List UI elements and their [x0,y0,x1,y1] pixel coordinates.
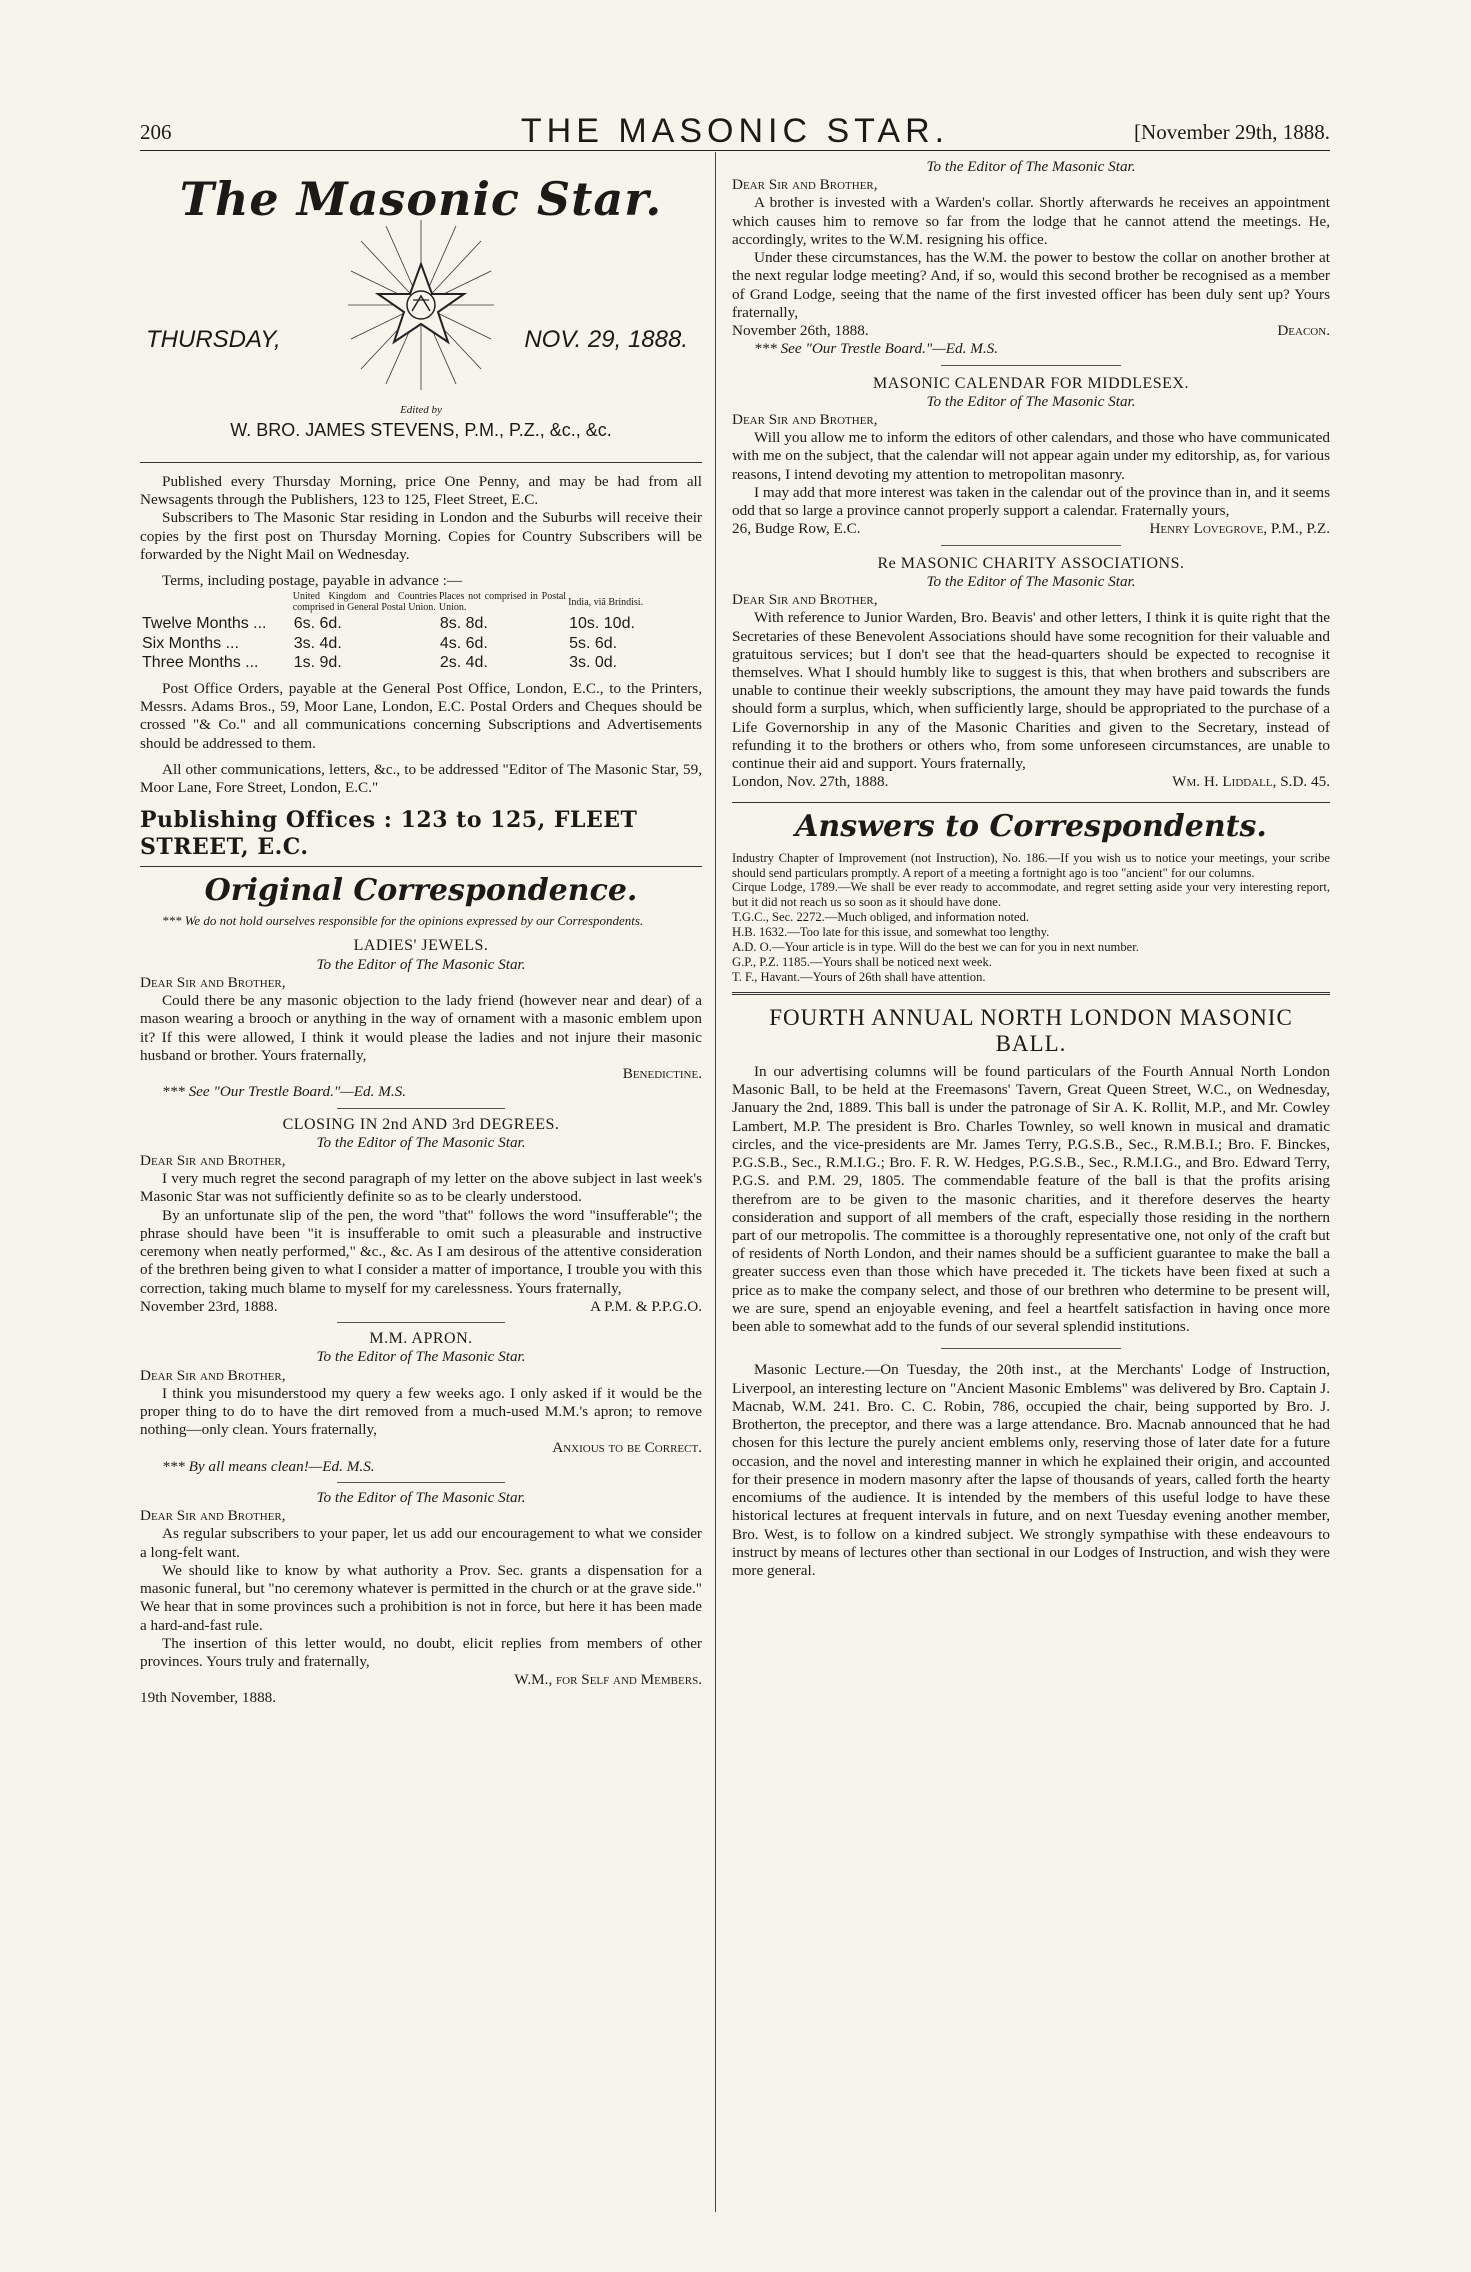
letter-to: To the Editor of The Masonic Star. [926,572,1136,590]
divider [140,866,702,867]
divider [140,462,702,463]
letter-title: LADIES' JEWELS. [353,937,489,955]
letter-body: I very much regret the second paragraph of my letter on the above subject in last week's Masonic Star was not sufficiently definite so as to be clearly understood. [140,1170,702,1206]
letter-body: Will you allow me to inform the editors of other calendars, and those who have communicated with me on the subject, that the calendar will not appear again under my editorship, as, for various reasons, I intend devoting my attention to metropolitan masonry. [732,429,1330,483]
letter-body: Could there be any masonic objection to the lady friend (however near and dear) of a mason wearing a brooch or anything in the way of ornament with a masonic emblem upon it? If this were allowed, I think it would please the ladies and not injure their masonic husband or brother. Yours fraternally, [140,992,702,1064]
letter-footer [732,773,1330,791]
head-rule [140,150,1330,151]
divider [732,992,1330,995]
answer-item: G.P., P.Z. 1185.—Yours shall be noticed next week. [732,954,992,969]
terms-table [140,590,702,672]
divider [337,1482,506,1483]
letter-signature: A P.M. & P.P.G.O. [590,1297,702,1315]
letter-signature: Wm. H. Liddall, S.D. 45. [1172,773,1330,791]
letter-date: November 23rd, 1888. [140,1297,278,1315]
running-title: THE MASONIC STAR. [520,112,950,150]
terms-value: 10s. 10d. [569,615,635,633]
terms-value: 1s. 9d. [293,653,342,671]
terms-row [140,653,702,672]
masthead-date: NOV. 29, 1888. [524,326,688,353]
divider [941,365,1120,366]
letter-to: To the Editor of The Masonic Star. [316,1488,526,1506]
ball-title: FOURTH ANNUAL NORTH LONDON MASONIC BALL. [769,1005,1293,1057]
column-rule [715,152,716,2212]
letter-body: A brother is invested with a Warden's collar. Shortly afterwards he receives an appointment which causes him to remove so far from the lodge that he cannot attend the meetings. He, accordingly, writes to the W.M. resigning his office. [732,194,1330,248]
editor-note: *** By all means clean!—Ed. M.S. [162,1457,375,1475]
letter-salutation: Dear Sir and Brother, [732,176,878,194]
ball-body: In our advertising columns will be found particulars of the Fourth Annual North London Masonic Ball, to be held at the Freemasons' Tavern, Great Queen Street, W.C., on Wednesday, January the 2nd, 1889. This ball is under the patronage of Sir A. K. Rollit, M.P., and Mr. Cowley Lambert, M.P. The president is Bro. Charles Townley, so well known in musical and dramatic circles, and the vice-presidents are Mr. James Terry, P.G.S.B., Sec., R.M.B.I.; Bro. F. Binckes, P.G.S.B., Sec., R.M.I.G.; Bro. F. R. W. Hedges, P.G.S.B., Sec., R.M.I.G., and Bro. Edward Terry, P.G.S. and P.M. 29, 1805. The commendable feature of the ball is that the profits arising therefrom are to be given to the masonic charities, and it therefore deserves the hearty consideration and support of all members of the craft, especially those residing in the northern part of our metropolis. The committee is a thoroughly representative one, not only of the craft but of residents of North London, and their names should be a sufficient guarantee to make the ball a greater success even than those which have preceded it. The tickets have been fixed at such a price as to make the company select, and those of our brethren who determine to be present will, we are sure, spend an enjoyable evening, and feel a heartfelt satisfaction in having once more been able to somewhat add to the funds of our several splendid institutions. [732,1062,1330,1336]
payment-note: Post Office Orders, payable at the General Post Office, London, E.C., to the Printers, Messrs. Adams Bros., 59, Moor Lane, London, E.C. Postal Orders and Cheques should be crossed "& Co." and all communications concerning Subscriptions and Advertisements should be addressed to them. [140,679,702,752]
terms-value: 6s. 6d. [293,615,342,633]
letter-address: 26, Budge Row, E.C. [732,520,861,538]
letter-body: By an unfortunate slip of the pen, the word "that" follows the word "insufferable"; the phrase should have been "it is insufferable to omit such a pleasurable and instructive ceremony when neatly performed," &c., &c. As I am desirous of the attentive consideration of the brethren being given to what I consider a matter of importance, I trouble you with this correction, taking much blame to myself for my carelessness. Yours fraternally, [140,1206,702,1297]
lecture-body: Masonic Lecture.—On Tuesday, the 20th inst., at the Merchants' Lodge of Instruction, Liverpool, an interesting lecture on "Ancient Masonic Emblems" was delivered by Bro. Captain J. Macnab, W.M. 241. Bro. C. C. Robin, 786, occupied the chair, being supported by Bro. J. Brotherton, the preceptor, and there was a large attendance. Bro. Macnab announced that he had chosen for this lecture the purely ancient emblems only, reserving those of later date for a future occasion, and the novel and interesting manner in which he explained their origin, and accounted for their presence in modern masonry after the lapse of thousands of years, called forth the hearty encomiums of the audience. It is intended by the members of this useful lodge to have these historical lectures at frequent intervals in future, and on next Tuesday evening another member, Bro. West, is to follow on a kindred subject. We strongly sympathise with these endeavours to instruct by means of lectures other than sectional in our Lodges of Instruction, and wish they were more general. [732,1361,1330,1579]
letter-footer [732,322,1330,340]
terms-value: 2s. 4d. [439,653,488,671]
letter-body: We should like to know by what authority a Prov. Sec. grants a dispensation for a masonic funeral, but "no ceremony whatever is permitted in the church or at the grave side." We hear that in some provinces such a prohibition is not in force, but here it has been made a hard-and-fast rule. [140,1561,702,1634]
letter-to: To the Editor of The Masonic Star. [926,392,1136,410]
terms-label: Three Months ... [142,653,259,671]
letter-body: The insertion of this letter would, no doubt, elicit replies from members of other provinces. Yours truly and fraternally, [140,1634,702,1671]
editor-note: *** See "Our Trestle Board."—Ed. M.S. [754,340,999,358]
publishing-note: Published every Thursday Morning, price One Penny, and may be had from all Newsagents through the Publishers, 123 to 125, Fleet Street, E.C. [140,473,702,509]
subscribers-note: Subscribers to The Masonic Star residing in London and the Suburbs will receive their copies by the first post on Thursday Morning. Copies for Country Subscribers will be forwarded by the Night Mail on Wednesday. [140,509,702,563]
letter-to: To the Editor of The Masonic Star. [316,955,526,973]
right-column [732,158,1330,1580]
letter-signature: Anxious to be Correct. [552,1439,702,1457]
letter-footer [140,1298,702,1316]
disclaimer: *** We do not hold ourselves responsible for the opinions expressed by our Correspondents. [162,913,644,929]
star-emblem-icon [346,216,496,394]
terms-header: Places not comprised in Postal Union. [438,591,567,614]
terms-header: United Kingdom and Countries comprised in General Postal Union. [292,591,437,614]
divider [941,545,1120,546]
answers-heading: Answers to Correspondents. [795,808,1267,844]
divider [941,1348,1120,1349]
letter-to: To the Editor of The Masonic Star. [926,158,1136,175]
divider [732,802,1330,803]
correspondence-heading: Original Correspondence. [204,873,638,909]
left-column [140,158,702,1708]
terms-value: 5s. 6d. [569,634,618,652]
terms-label: Twelve Months ... [142,615,267,633]
divider [337,1322,506,1323]
letter-body: I think you misunderstood my query a few weeks ago. I only asked if it would be the proper thing to do to have the dirt removed from a much-used M.M.'s apron; to remove nothing—only clean. Yours fraternally, [140,1384,702,1439]
publishing-offices: Publishing Offices : 123 to 125, FLEET STREET, E.C. [140,807,638,860]
terms-intro: Terms, including postage, payable in advance :— [162,572,463,590]
letter-salutation: Dear Sir and Brother, [732,591,878,609]
letter-body: I may add that more interest was taken in the calendar out of the province than in, and it seems odd that so large a province cannot properly support a calendar. Fraternally yours, [732,483,1330,520]
page-number: 206 [140,120,172,144]
editor-address: All other communications, letters, &c., to be addressed "Editor of The Masonic Star, 59, Moor Lane, Fore Street, London, E.C." [140,760,702,797]
terms-header: India, viâ Brindisi. [568,596,644,608]
letter-salutation: Dear Sir and Brother, [140,1151,286,1169]
letter-salutation: Dear Sir and Brother, [140,973,286,991]
terms-value: 3s. 0d. [569,653,618,671]
answer-item: T.G.C., Sec. 2272.—Much obliged, and information noted. [732,910,1030,925]
editor-note: *** See "Our Trestle Board."—Ed. M.S. [162,1083,407,1101]
answer-item: H.B. 1632.—Too late for this issue, and somewhat too lengthy. [732,924,1050,939]
masthead [140,158,702,456]
terms-row [140,634,702,653]
letter-signature: Deacon. [1277,322,1330,340]
terms-row [140,614,702,633]
calendar-title: MASONIC CALENDAR FOR MIDDLESEX. [873,374,1189,392]
letter-footer [732,520,1330,538]
masthead-editor: W. BRO. JAMES STEVENS, P.M., P.Z., &c., &c. [230,420,612,440]
divider [337,1108,506,1109]
letter-title: CLOSING IN 2nd AND 3rd DEGREES. [282,1115,560,1133]
letter-to: To the Editor of The Masonic Star. [316,1348,526,1366]
answer-item: Cirque Lodge, 1789.—We shall be ever ready to accommodate, and regret setting aside your very interesting report, but it did not reach us so soon as it should have done. [732,880,1330,910]
answers-list [732,851,1330,985]
letter-to: To the Editor of The Masonic Star. [316,1133,526,1151]
running-head [140,112,1330,150]
masthead-day: THURSDAY, [146,326,281,353]
letter-signature: Henry Lovegrove, P.M., P.Z. [1149,520,1330,538]
terms-value: 8s. 8d. [439,615,488,633]
charity-title: Re MASONIC CHARITY ASSOCIATIONS. [877,554,1185,572]
letter-body: With reference to Junior Warden, Bro. Beavis' and other letters, I think it is quite right that the Secretaries of these Benevolent Associations should have some recognition for their valuable and gratuitous services; but I don't see that the head-quarters should be expected to recognise it themselves. What I should humbly like to suggest is this, that when brothers and subscribers are unable to continue their weekly subscriptions, the amount they may have paid towards the funds should form a surplus, which, when sufficiently large, should be appropriated to the purchase of a Life Governorship in any of the Masonic Charities and given to the Secretary, instead of refunding it to the brothers or others who, from some unforeseen circumstances, are unable to continue their aid and support. Yours fraternally, [732,609,1330,773]
letter-title: M.M. APRON. [369,1330,473,1348]
letter-date: November 26th, 1888. [732,322,869,340]
letter-date: 19th November, 1888. [140,1689,277,1707]
letter-salutation: Dear Sir and Brother, [140,1366,286,1384]
letter-signature: W.M., for Self and Members. [514,1671,702,1689]
terms-value: 3s. 4d. [293,634,342,652]
masthead-title: The Masonic Star. [179,172,663,226]
edited-by: Edited by [400,404,442,416]
answer-item: A.D. O.—Your article is in type. Will do the best we can for you in next number. [732,939,1139,954]
letter-body: Under these circumstances, has the W.M. the power to bestow the collar on another brother at the next regular lodge meeting? And, if so, would this second brother be recognised as a member of Grand Lodge, seeing that the name of the first invested officer has been duly sent up? Yours fraternally, [732,249,1330,321]
letter-signature: Benedictine. [622,1065,702,1083]
letter-body: As regular subscribers to your paper, let us add our encouragement to what we consider a long-felt want. [140,1525,702,1561]
letter-salutation: Dear Sir and Brother, [732,411,878,428]
terms-value: 4s. 6d. [439,634,488,652]
letter-salutation: Dear Sir and Brother, [140,1507,286,1525]
terms-label: Six Months ... [142,634,239,652]
letter-date: London, Nov. 27th, 1888. [732,773,889,791]
running-date: [November 29th, 1888. [1134,120,1330,144]
answer-item: T. F., Havant.—Yours of 26th shall have attention. [732,969,986,984]
answer-item: Industry Chapter of Improvement (not Instruction), No. 186.—If you wish us to notice your meetings, your scribe should send particulars promptly. A report of a meeting a fortnight ago is too "ancient" for our columns. [732,850,1330,880]
